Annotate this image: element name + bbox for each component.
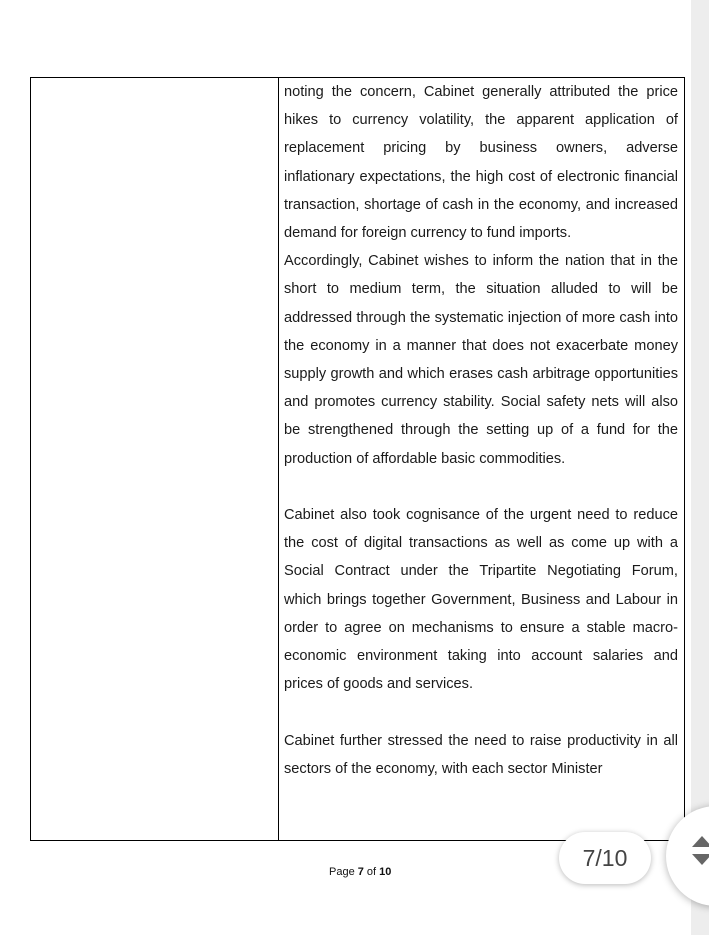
page-footer: Page 7 of 10 (329, 866, 392, 878)
content-table (30, 77, 685, 841)
paragraph-3: Cabinet also took cognisance of the urgent need to reduce the cost of digital transactions as well as come up with a Social Contract under the Tripartite Negotiating Forum, which brings together Government, Business and Labour in order to agree on mechanisms to ensure a stable macro-economic environment taking into account salaries and prices of goods and services. (284, 507, 678, 693)
table-left-column (31, 78, 279, 840)
total-page-number: 10 (379, 866, 392, 878)
paragraph-4: Cabinet further stressed the need to raise productivity in all sectors of the economy, with each sector Minister (284, 732, 678, 777)
chevron-down-icon[interactable] (692, 854, 709, 865)
page-indicator: 7/10 (559, 832, 651, 884)
paragraph-2: Accordingly, Cabinet wishes to inform the nation that in the short to medium term, the situation alluded to will be addressed through the systematic injection of more cash into the economy in a manner that does not exacerbate money supply growth and which erases cash arbitrage opportunities and promotes currency stability. Social safety nets will also be strengthened through the setting up of a fund for the production of affordable basic commodities. (284, 253, 678, 467)
current-page-number: 7 (357, 866, 364, 878)
chevron-up-icon[interactable] (692, 836, 709, 847)
paragraph-1: noting the concern, Cabinet generally attributed the price hikes to currency volatility, the apparent application of replacement pricing by business owners, adverse inflationary expectations, the high cost of electronic financial transaction, shortage of cash in the economy, and increased demand for foreign currency to fund imports. (284, 84, 678, 242)
table-right-column (279, 78, 684, 840)
